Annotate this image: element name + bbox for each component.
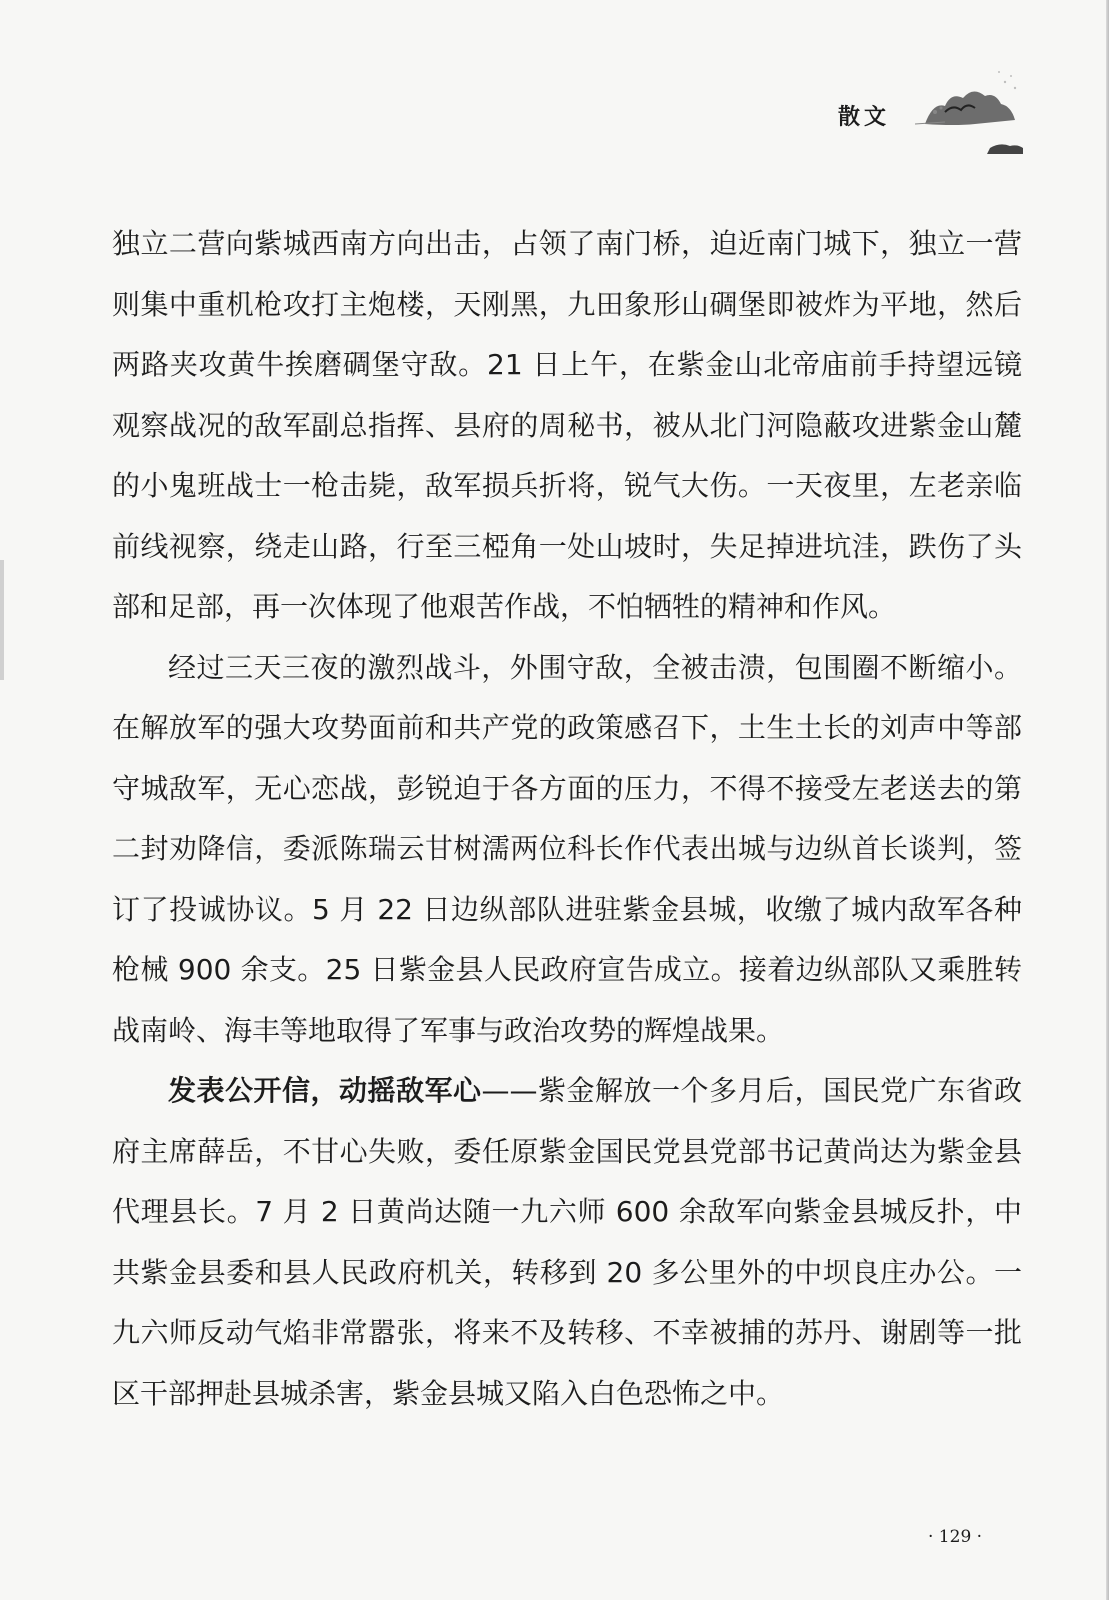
page-number: · 129 · xyxy=(928,1527,983,1547)
paragraph-3-heading: 发表公开信，动摇敌军心 xyxy=(168,1074,482,1107)
binding-shadow xyxy=(0,560,4,680)
paragraph-1: 独立二营向紫城西南方向出击，占领了南门桥，迫近南门城下，独立一营则集中重机枪攻打主炮楼，天刚黑，九田象形山碉堡即被炸为平地，然后两路夹攻黄牛挨磨碉堡守敌。21 日上午，在紫金山北帝庙前手持望远镜观察战况的敌军副总指挥、县府的周秘书，被从北门河隐蔽攻进紫金山麓的小鬼班战士一枪击毙，敌军损兵折将，锐气大伤。一天夜里，左老亲临前线视察，绕走山路，行至三椏角一处山坡时，失足掉进坑洼，跌伤了头部和足部，再一次体现了他艰苦作战，不怕牺牲的精神和作风。 xyxy=(112,227,1022,623)
paragraph-2: 经过三天三夜的激烈战斗，外围守敌，全被击溃，包围圈不断缩小。在解放军的强大攻势面前和共产党的政策感召下，土生土长的刘声中等部守城敌军，无心恋战，彭锐迫于各方面的压力，不得不接受左老送去的第二封劝降信，委派陈瑞云甘树濡两位科长作代表出城与边纵首长谈判，签订了投诚协议。5 月 22 日边纵部队进驻紫金县城，收缴了城内敌军各种枪械 900 余支。25 日紫金县人民政府宣告成立。接着边纵部队又乘胜转战南岭、海丰等地取得了军事与政治攻势的辉煌战果。 xyxy=(112,650,1022,1047)
body-text xyxy=(112,214,1022,1424)
landscape-ornament-icon xyxy=(915,62,1025,162)
paragraph-3 xyxy=(112,1061,1022,1424)
section-label: 散文 xyxy=(838,104,891,130)
paragraph-3-text: ——紫金解放一个多月后，国民党广东省政府主席薛岳，不甘心失败，委任原紫金国民党县党部书记黄尚达为紫金县代理县长。7 月 2 日黄尚达随一九六师 600 余敌军向紫金县城反扑，中共紫金县委和县人民政府机关，转移到 20 多公里外的中坝良庄办公。一九六师反动气焰非常嚣张，将来不及转移、不幸被捕的苏丹、谢剧等一批区干部押赴县城杀害，紫金县城又陷入白色恐怖之中。 xyxy=(112,1074,1022,1410)
